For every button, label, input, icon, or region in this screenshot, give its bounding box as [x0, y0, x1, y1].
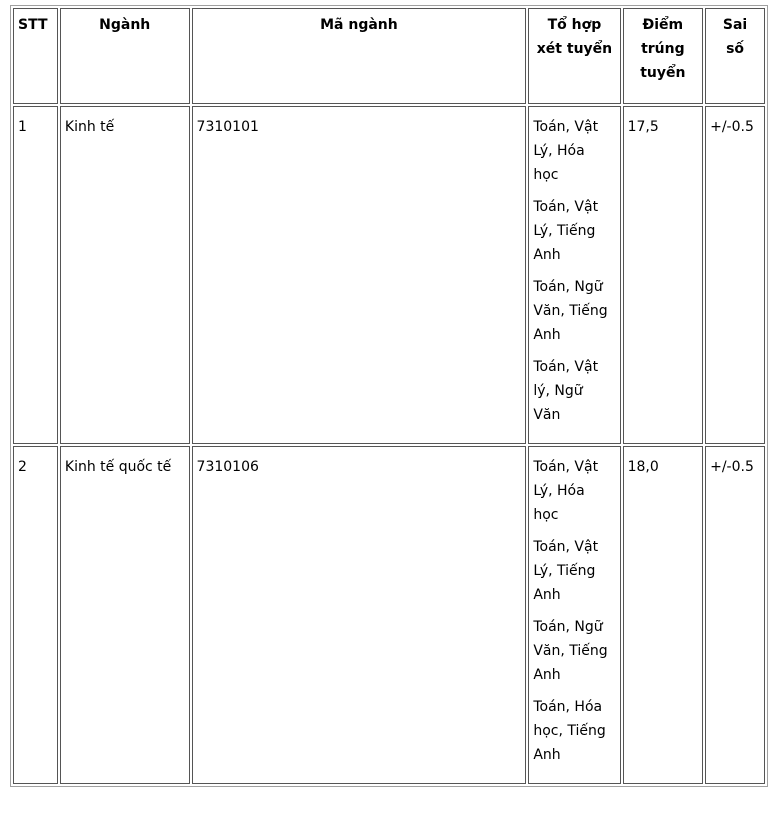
combo-line: Anh: [533, 667, 561, 683]
cell-stt: 2: [13, 446, 58, 784]
combo-line: Toán, Vật: [533, 539, 599, 555]
cell-to-hop: [528, 106, 620, 444]
header-sai-so-line: số: [726, 41, 745, 57]
cell-diem: 17,5: [623, 106, 704, 444]
admission-scores-table: [10, 5, 768, 787]
combo-line: Văn, Tiếng: [533, 303, 608, 319]
header-to-hop-line: Tổ hợp: [547, 17, 602, 33]
combo-line: Toán, Ngữ: [533, 619, 603, 635]
combo-item: [533, 195, 615, 267]
header-diem: [623, 8, 704, 104]
cell-sai-so: +/-0.5: [705, 446, 765, 784]
combo-line: Lý, Tiếng: [533, 223, 596, 239]
combo-line: Lý, Tiếng: [533, 563, 596, 579]
header-ma-nganh: Mã ngành: [192, 8, 527, 104]
cell-stt: 1: [13, 106, 58, 444]
combo-line: lý, Ngữ: [533, 383, 583, 399]
header-diem-line: trúng: [641, 41, 685, 57]
combo-line: học: [533, 167, 559, 183]
combo-line: Văn: [533, 407, 561, 423]
header-sai-so: [705, 8, 765, 104]
combo-item: [533, 695, 615, 767]
combo-line: học: [533, 507, 559, 523]
table-row: [13, 446, 765, 784]
combo-line: Toán, Ngữ: [533, 279, 603, 295]
header-diem-line: tuyển: [640, 65, 686, 81]
combo-line: Toán, Vật: [533, 199, 599, 215]
header-nganh: Ngành: [60, 8, 190, 104]
combo-line: Toán, Vật: [533, 359, 599, 375]
combo-line: Toán, Vật: [533, 459, 599, 475]
cell-ma-nganh: 7310106: [192, 446, 527, 784]
table-header-row: [13, 8, 765, 104]
combo-line: Anh: [533, 247, 561, 263]
combo-line: Văn, Tiếng: [533, 643, 608, 659]
combo-line: Anh: [533, 587, 561, 603]
cell-nganh: Kinh tế: [60, 106, 190, 444]
combo-line: Lý, Hóa: [533, 143, 585, 159]
combo-line: Toán, Vật: [533, 119, 599, 135]
header-stt: STT: [13, 8, 58, 104]
combo-item: [533, 455, 615, 527]
header-to-hop: [528, 8, 620, 104]
header-to-hop-line: xét tuyển: [536, 41, 613, 57]
combo-line: Anh: [533, 327, 561, 343]
cell-diem: 18,0: [623, 446, 704, 784]
combo-item: [533, 615, 615, 687]
combo-item: [533, 535, 615, 607]
combo-line: học, Tiếng: [533, 723, 606, 739]
combo-item: [533, 275, 615, 347]
table-row: [13, 106, 765, 444]
combo-item: [533, 355, 615, 427]
admission-scores-table-wrapper: [10, 5, 768, 787]
cell-nganh: Kinh tế quốc tế: [60, 446, 190, 784]
cell-ma-nganh: 7310101: [192, 106, 527, 444]
header-sai-so-line: Sai: [722, 17, 748, 33]
cell-to-hop: [528, 446, 620, 784]
combo-line: Anh: [533, 747, 561, 763]
header-diem-line: Điểm: [642, 17, 684, 33]
combo-line: Toán, Hóa: [533, 699, 603, 715]
combo-item: [533, 115, 615, 187]
combo-line: Lý, Hóa: [533, 483, 585, 499]
cell-sai-so: +/-0.5: [705, 106, 765, 444]
